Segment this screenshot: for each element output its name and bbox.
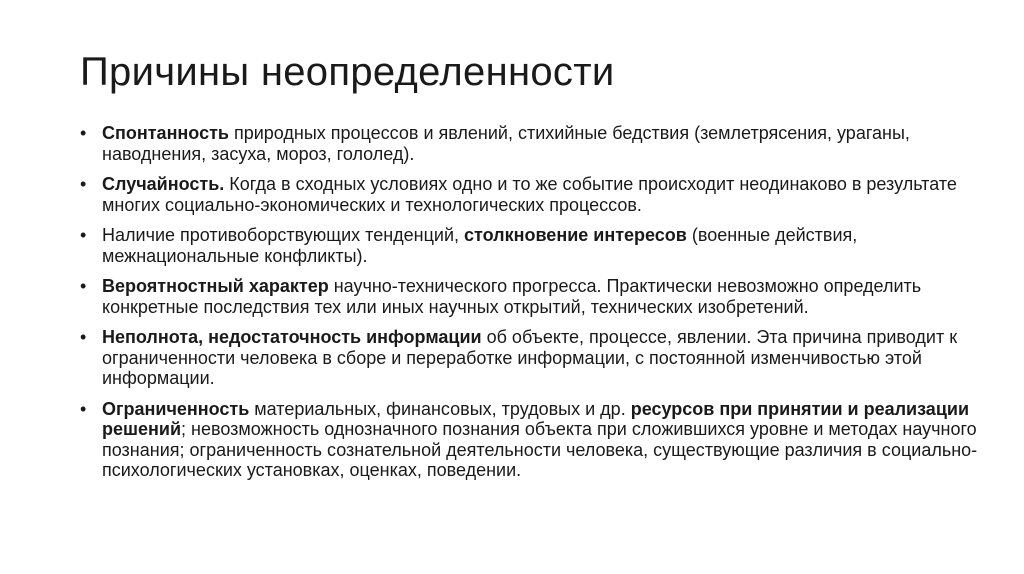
bold-term: Неполнота, недостаточность информации — [102, 327, 482, 347]
item-text: научно-технического прогресса. Практически невозможно определить конкретные последствия тех или иных научных открытий, технических изобретений. — [102, 276, 922, 317]
item-text: Наличие противоборствующих тенденций, — [102, 225, 465, 245]
item-text: об объекте, процессе, явлении. Эта причина приводит к ограниченности человека в сборе и переработке информации, с постоянной изменчивостью этой информации. — [102, 327, 958, 388]
item-text: материальных, финансовых, трудовых и др. — [249, 398, 631, 419]
list-item — [102, 174, 1002, 215]
list-item — [102, 225, 1002, 266]
bold-term: Ограниченность — [102, 398, 250, 419]
bold-term: Спонтанность — [102, 123, 229, 143]
bold-term: ресурсов при принятии и реализации решений — [102, 398, 970, 439]
bold-term: Вероятностный характер — [102, 276, 329, 296]
item-text: Когда в сходных условиях одно и то же событие происходит неодинаково в результате многих социально-экономических и технологических процессов. — [102, 174, 957, 215]
list-item — [102, 399, 1002, 481]
item-text: ; невозможность однозначного познания объекта при сложившихся уровне и методах научного познания; ограниченность сознательной деятельности человека, существующие различия в социально-психологических установках, оценках, поведении. — [102, 419, 978, 480]
list-item — [102, 327, 1002, 389]
bold-term: Случайность. — [102, 174, 225, 194]
list-item — [102, 276, 1002, 317]
list-item — [102, 123, 1002, 164]
bold-term: столкновение интересов — [464, 225, 687, 245]
item-text: (военные действия, межнациональные конфликты). — [102, 225, 858, 266]
item-text: природных процессов и явлений, стихийные бедствия (землетрясения, ураганы, наводнения, засуха, мороз, гололед). — [102, 123, 910, 164]
bullet-list — [80, 123, 1002, 491]
slide-title: Причины неопределенности — [80, 50, 615, 94]
